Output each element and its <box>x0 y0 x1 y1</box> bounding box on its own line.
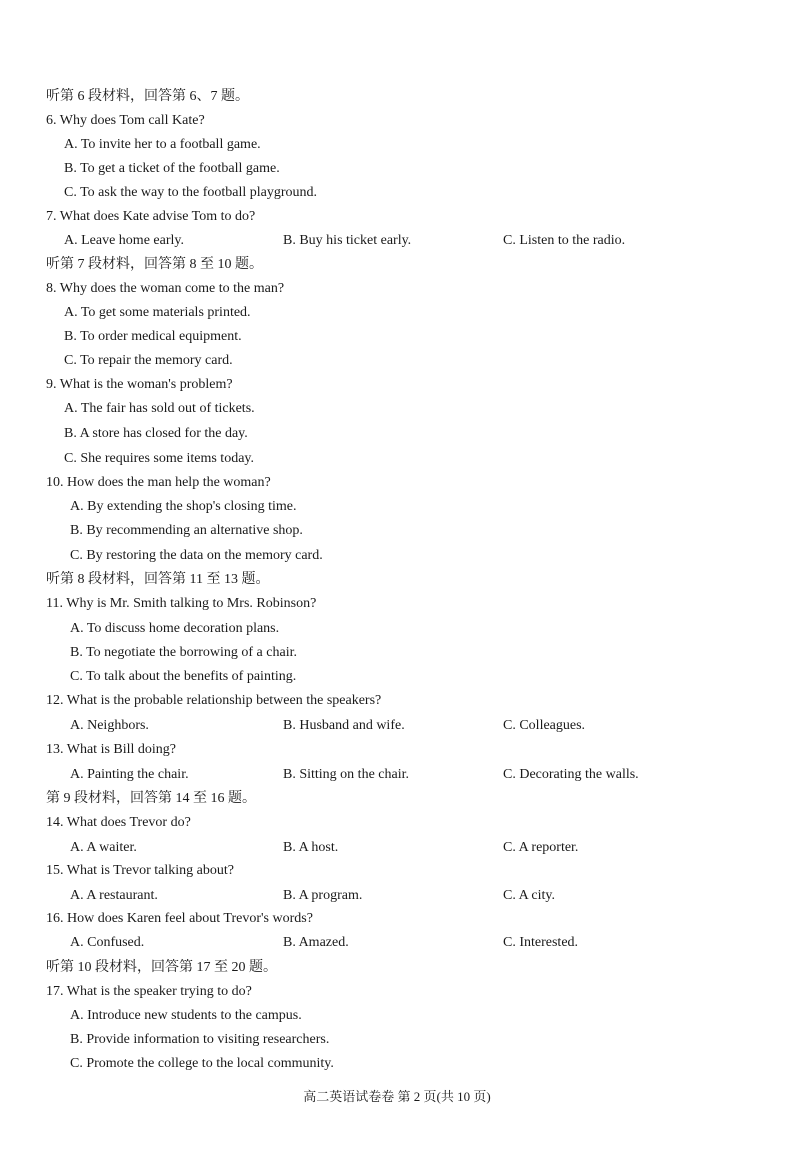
question-16-option-b: B. Amazed. <box>283 935 349 950</box>
question-12-stem: 12. What is the probable relationship between the speakers? <box>46 693 382 708</box>
question-16-option-a: A. Confused. <box>70 935 145 950</box>
question-11-option-c: C. To talk about the benefits of painting. <box>70 669 297 684</box>
question-7-option-b: B. Buy his ticket early. <box>283 233 412 248</box>
question-6-option-b: B. To get a ticket of the football game. <box>64 161 280 176</box>
question-6-option-c: C. To ask the way to the football playground. <box>64 185 318 200</box>
question-17-option-c: C. Promote the college to the local community. <box>70 1056 334 1071</box>
question-16-stem: 16. How does Karen feel about Trevor's words? <box>46 911 313 926</box>
question-11-option-b: B. To negotiate the borrowing of a chair. <box>70 645 297 660</box>
question-14-stem: 14. What does Trevor do? <box>46 815 191 830</box>
question-6-stem: 6. Why does Tom call Kate? <box>46 113 205 128</box>
question-14-option-b: B. A host. <box>283 840 339 855</box>
question-9-option-b: B. A store has closed for the day. <box>64 426 248 441</box>
question-10-option-c: C. By restoring the data on the memory card. <box>70 548 323 563</box>
question-12-option-c: C. Colleagues. <box>503 718 586 733</box>
question-11-option-a: A. To discuss home decoration plans. <box>70 621 280 636</box>
section-7-instruction: 听第 7 段材料，回答第 8 至 10 题。 <box>46 257 263 272</box>
question-15-option-b: B. A program. <box>283 888 363 903</box>
question-15-stem: 15. What is Trevor talking about? <box>46 863 234 878</box>
question-8-option-c: C. To repair the memory card. <box>64 353 233 368</box>
question-17-option-b: B. Provide information to visiting researchers. <box>70 1032 330 1047</box>
question-9-option-c: C. She requires some items today. <box>64 451 255 466</box>
question-6-option-a: A. To invite her to a football game. <box>64 137 261 152</box>
question-12-option-b: B. Husband and wife. <box>283 718 405 733</box>
section-10-instruction: 听第 10 段材料，回答第 17 至 20 题。 <box>46 960 277 975</box>
question-11-stem: 11. Why is Mr. Smith talking to Mrs. Robinson? <box>46 596 317 611</box>
question-13-option-b: B. Sitting on the chair. <box>283 767 409 782</box>
question-10-option-b: B. By recommending an alternative shop. <box>70 523 303 538</box>
question-10-stem: 10. How does the man help the woman? <box>46 475 271 490</box>
section-9-instruction: 第 9 段材料，回答第 14 至 16 题。 <box>46 791 256 806</box>
question-12-option-a: A. Neighbors. <box>70 718 149 733</box>
question-7-option-c: C. Listen to the radio. <box>503 233 626 248</box>
question-7-stem: 7. What does Kate advise Tom to do? <box>46 209 256 224</box>
page-footer: 高二英语试卷卷 第 2 页(共 10 页) <box>303 1089 491 1104</box>
question-8-option-a: A. To get some materials printed. <box>64 305 251 320</box>
question-14-option-a: A. A waiter. <box>70 840 137 855</box>
question-8-option-b: B. To order medical equipment. <box>64 329 242 344</box>
question-17-stem: 17. What is the speaker trying to do? <box>46 984 252 999</box>
question-16-option-c: C. Interested. <box>503 935 579 950</box>
question-10-option-a: A. By extending the shop's closing time. <box>70 499 297 514</box>
question-15-option-a: A. A restaurant. <box>70 888 158 903</box>
section-6-instruction: 听第 6 段材料，回答第 6、7 题。 <box>46 89 249 104</box>
question-15-option-c: C. A city. <box>503 888 555 903</box>
section-8-instruction: 听第 8 段材料，回答第 11 至 13 题。 <box>46 572 270 587</box>
question-13-stem: 13. What is Bill doing? <box>46 742 177 757</box>
question-9-option-a: A. The fair has sold out of tickets. <box>64 401 255 416</box>
question-7-option-a: A. Leave home early. <box>64 233 184 248</box>
question-13-option-c: C. Decorating the walls. <box>503 767 639 782</box>
question-8-stem: 8. Why does the woman come to the man? <box>46 281 285 296</box>
question-13-option-a: A. Painting the chair. <box>70 767 189 782</box>
question-9-stem: 9. What is the woman's problem? <box>46 377 233 392</box>
question-14-option-c: C. A reporter. <box>503 840 579 855</box>
question-17-option-a: A. Introduce new students to the campus. <box>70 1008 302 1023</box>
